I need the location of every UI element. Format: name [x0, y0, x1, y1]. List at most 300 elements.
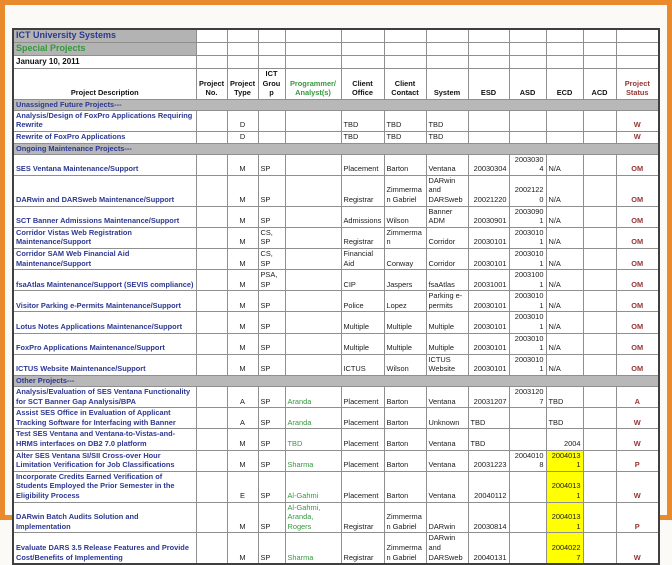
column-header-type: Project Type: [227, 69, 258, 100]
cell-esd: 20030101: [468, 354, 509, 375]
cell-ecd: N/A: [546, 175, 583, 206]
empty-cell: [616, 56, 659, 69]
cell-group: PSA, SP: [258, 270, 285, 291]
column-header-status: Project Status: [616, 69, 659, 100]
cell-status: P: [616, 502, 659, 533]
cell-description: Analysis/Evaluation of SES Ventana Functionality for SCT Banner Gap Analysis/BPA: [13, 387, 196, 408]
cell-no: [196, 471, 227, 502]
cell-status: W: [616, 533, 659, 564]
cell-programmer: Aranda: [285, 387, 341, 408]
cell-esd: 20021220: [468, 175, 509, 206]
cell-asd: 20030101: [509, 248, 546, 269]
cell-group: SP: [258, 387, 285, 408]
cell-asd: [509, 533, 546, 564]
cell-type: D: [227, 110, 258, 131]
section-row: [13, 99, 659, 110]
cell-type: M: [227, 354, 258, 375]
cell-contact: Jaspers: [384, 270, 426, 291]
cell-description: Lotus Notes Applications Maintenance/Support: [13, 312, 196, 333]
cell-system: Corridor: [426, 248, 468, 269]
cell-asd: [509, 110, 546, 131]
cell-type: M: [227, 154, 258, 175]
cell-no: [196, 154, 227, 175]
cell-system: Parking e-permits: [426, 291, 468, 312]
cell-contact: Zimmerman: [384, 227, 426, 248]
cell-programmer: Sharma: [285, 533, 341, 564]
empty-cell: [341, 43, 384, 56]
cell-no: [196, 387, 227, 408]
cell-ecd: N/A: [546, 227, 583, 248]
empty-cell: [258, 29, 285, 43]
cell-esd: 20030101: [468, 248, 509, 269]
cell-programmer: [285, 154, 341, 175]
cell-no: [196, 110, 227, 131]
cell-group: SP: [258, 471, 285, 502]
cell-group: CS, SP: [258, 248, 285, 269]
cell-office: Financial Aid: [341, 248, 384, 269]
empty-cell: [426, 56, 468, 69]
cell-programmer: [285, 270, 341, 291]
cell-group: [258, 131, 285, 143]
cell-ecd: N/A: [546, 154, 583, 175]
cell-office: Placement: [341, 429, 384, 450]
cell-no: [196, 175, 227, 206]
cell-programmer: [285, 206, 341, 227]
column-header-esd: ESD: [468, 69, 509, 100]
column-header-no: Project No.: [196, 69, 227, 100]
cell-asd: 20030101: [509, 291, 546, 312]
cell-acd: [583, 270, 616, 291]
empty-cell: [546, 29, 583, 43]
empty-cell: [426, 43, 468, 56]
cell-group: [258, 110, 285, 131]
cell-ecd: [546, 131, 583, 143]
cell-acd: [583, 110, 616, 131]
cell-group: SP: [258, 429, 285, 450]
cell-asd: [509, 471, 546, 502]
cell-asd: 20030901: [509, 206, 546, 227]
cell-contact: Barton: [384, 387, 426, 408]
cell-ecd: N/A: [546, 312, 583, 333]
cell-no: [196, 354, 227, 375]
date-row: [13, 56, 659, 69]
cell-system: TBD: [426, 110, 468, 131]
title-row: [13, 29, 659, 43]
cell-description: fsaAtlas Maintenance/Support (SEVIS compliance): [13, 270, 196, 291]
empty-cell: [616, 43, 659, 56]
cell-acd: [583, 206, 616, 227]
cell-acd: [583, 502, 616, 533]
cell-group: SP: [258, 206, 285, 227]
empty-cell: [258, 43, 285, 56]
cell-ecd: N/A: [546, 333, 583, 354]
cell-acd: [583, 450, 616, 471]
project-row: [13, 291, 659, 312]
cell-contact: TBD: [384, 131, 426, 143]
cell-status: OM: [616, 227, 659, 248]
cell-no: [196, 408, 227, 429]
empty-cell: [285, 29, 341, 43]
cell-office: Registrar: [341, 502, 384, 533]
cell-no: [196, 450, 227, 471]
project-row: [13, 206, 659, 227]
empty-cell: [196, 43, 227, 56]
cell-description: Assist SES Office in Evaluation of Applicant Tracking Software for Interfacing with Banner: [13, 408, 196, 429]
empty-cell: [227, 29, 258, 43]
projects-table: [12, 28, 660, 565]
cell-ecd: N/A: [546, 270, 583, 291]
cell-ecd: 20040131: [546, 502, 583, 533]
cell-description: ICTUS Website Maintenance/Support: [13, 354, 196, 375]
column-header-description: Project Description: [13, 69, 196, 100]
empty-cell: [509, 29, 546, 43]
cell-group: CS, SP: [258, 227, 285, 248]
cell-status: W: [616, 131, 659, 143]
cell-system: DARwin and DARSweb: [426, 533, 468, 564]
cell-no: [196, 270, 227, 291]
cell-system: TBD: [426, 131, 468, 143]
cell-esd: 20030101: [468, 333, 509, 354]
cell-asd: 20030101: [509, 333, 546, 354]
cell-contact: Zimmerman Gabriel: [384, 175, 426, 206]
sheet-subtitle: Special Projects: [13, 43, 196, 56]
cell-contact: Lopez: [384, 291, 426, 312]
empty-cell: [583, 29, 616, 43]
cell-acd: [583, 354, 616, 375]
cell-acd: [583, 471, 616, 502]
cell-acd: [583, 291, 616, 312]
project-row: [13, 533, 659, 564]
cell-ecd: N/A: [546, 248, 583, 269]
empty-cell: [285, 43, 341, 56]
cell-status: OM: [616, 312, 659, 333]
cell-system: DARwin: [426, 502, 468, 533]
project-row: [13, 354, 659, 375]
project-row: [13, 110, 659, 131]
cell-esd: 20030814: [468, 502, 509, 533]
empty-cell: [583, 43, 616, 56]
cell-asd: 20030101: [509, 312, 546, 333]
cell-contact: Barton: [384, 408, 426, 429]
report-date: January 10, 2011: [13, 56, 196, 69]
cell-esd: 20030901: [468, 206, 509, 227]
cell-esd: 20030101: [468, 312, 509, 333]
project-row: [13, 270, 659, 291]
cell-esd: 20040131: [468, 533, 509, 564]
project-row: [13, 387, 659, 408]
cell-status: OM: [616, 270, 659, 291]
column-header-ecd: ECD: [546, 69, 583, 100]
cell-system: Multiple: [426, 312, 468, 333]
cell-description: Analysis/Design of FoxPro Applications Requiring Rewrite: [13, 110, 196, 131]
project-row: [13, 333, 659, 354]
cell-description: Rewrite of FoxPro Applications: [13, 131, 196, 143]
cell-type: M: [227, 429, 258, 450]
cell-programmer: [285, 312, 341, 333]
empty-cell: [341, 56, 384, 69]
cell-asd: [509, 502, 546, 533]
empty-cell: [468, 43, 509, 56]
cell-ecd: N/A: [546, 354, 583, 375]
cell-programmer: [285, 333, 341, 354]
empty-cell: [468, 29, 509, 43]
cell-office: ICTUS: [341, 354, 384, 375]
cell-description: DARwin Batch Audits Solution and Implementation: [13, 502, 196, 533]
cell-status: W: [616, 408, 659, 429]
cell-office: Placement: [341, 450, 384, 471]
empty-cell: [468, 56, 509, 69]
cell-type: M: [227, 175, 258, 206]
cell-contact: Barton: [384, 471, 426, 502]
cell-programmer: Al-Gahmi: [285, 471, 341, 502]
project-row: [13, 429, 659, 450]
project-row: [13, 175, 659, 206]
empty-cell: [227, 43, 258, 56]
cell-office: Police: [341, 291, 384, 312]
cell-description: Alter SES Ventana SI/SII Cross-over Hour Limitation Verification for Job Classifications: [13, 450, 196, 471]
cell-no: [196, 131, 227, 143]
cell-group: SP: [258, 408, 285, 429]
empty-cell: [227, 56, 258, 69]
cell-office: Registrar: [341, 175, 384, 206]
cell-system: Ventana: [426, 429, 468, 450]
cell-office: Placement: [341, 387, 384, 408]
cell-status: W: [616, 429, 659, 450]
workbook-title: ICT University Systems: [13, 29, 196, 43]
cell-status: OM: [616, 175, 659, 206]
cell-esd: 20030101: [468, 227, 509, 248]
cell-description: Test SES Ventana and Ventana-to-Vistas-and-HRMS interfaces on DB2 7.0 platform: [13, 429, 196, 450]
cell-office: CIP: [341, 270, 384, 291]
cell-ecd: 20040227: [546, 533, 583, 564]
cell-no: [196, 312, 227, 333]
column-header-programmer: Programmer/ Analyst(s): [285, 69, 341, 100]
cell-system: Ventana: [426, 450, 468, 471]
project-row: [13, 450, 659, 471]
column-header-asd: ASD: [509, 69, 546, 100]
project-row: [13, 227, 659, 248]
cell-acd: [583, 408, 616, 429]
subtitle-row: [13, 43, 659, 56]
project-row: [13, 312, 659, 333]
cell-asd: 20040108: [509, 450, 546, 471]
cell-type: E: [227, 471, 258, 502]
cell-contact: Barton: [384, 154, 426, 175]
cell-programmer: [285, 354, 341, 375]
cell-contact: Zimmerman Gabriel: [384, 533, 426, 564]
cell-system: Banner ADM: [426, 206, 468, 227]
cell-no: [196, 502, 227, 533]
cell-programmer: Aranda: [285, 408, 341, 429]
empty-cell: [196, 29, 227, 43]
empty-cell: [509, 56, 546, 69]
cell-ecd: 2004: [546, 429, 583, 450]
cell-esd: 20031223: [468, 450, 509, 471]
cell-description: Evaluate DARS 3.5 Release Features and Provide Cost/Benefits of Implementing: [13, 533, 196, 564]
cell-ecd: 20040131: [546, 450, 583, 471]
cell-acd: [583, 429, 616, 450]
cell-no: [196, 429, 227, 450]
cell-contact: Zimmerman Gabriel: [384, 502, 426, 533]
cell-status: OM: [616, 291, 659, 312]
cell-office: Admissions: [341, 206, 384, 227]
project-row: [13, 131, 659, 143]
cell-office: Registrar: [341, 533, 384, 564]
cell-type: M: [227, 333, 258, 354]
cell-group: SP: [258, 291, 285, 312]
cell-type: M: [227, 533, 258, 564]
cell-contact: Wilson: [384, 206, 426, 227]
cell-programmer: Sharma: [285, 450, 341, 471]
cell-description: DARwin and DARSweb Maintenance/Support: [13, 175, 196, 206]
column-header-group: ICT Group: [258, 69, 285, 100]
section-label: Ongoing Maintenance Projects---: [13, 143, 659, 154]
cell-system: fsaAtlas: [426, 270, 468, 291]
cell-contact: Barton: [384, 429, 426, 450]
column-header-system: System: [426, 69, 468, 100]
cell-status: W: [616, 471, 659, 502]
cell-office: Placement: [341, 154, 384, 175]
cell-acd: [583, 333, 616, 354]
cell-acd: [583, 533, 616, 564]
empty-cell: [616, 29, 659, 43]
spreadsheet: [12, 28, 660, 565]
cell-contact: Conway: [384, 248, 426, 269]
cell-ecd: TBD: [546, 387, 583, 408]
empty-cell: [341, 29, 384, 43]
cell-esd: 20030101: [468, 291, 509, 312]
cell-contact: Barton: [384, 450, 426, 471]
empty-cell: [426, 29, 468, 43]
cell-no: [196, 227, 227, 248]
cell-group: SP: [258, 312, 285, 333]
cell-ecd: TBD: [546, 408, 583, 429]
cell-asd: 20030101: [509, 354, 546, 375]
cell-description: Corridor Vistas Web Registration Maintenance/Support: [13, 227, 196, 248]
cell-programmer: Al-Gahmi, Aranda, Rogers: [285, 502, 341, 533]
cell-status: A: [616, 387, 659, 408]
empty-cell: [546, 43, 583, 56]
cell-esd: TBD: [468, 429, 509, 450]
cell-no: [196, 333, 227, 354]
cell-description: Visitor Parking e-Permits Maintenance/Support: [13, 291, 196, 312]
project-row: [13, 471, 659, 502]
project-row: [13, 154, 659, 175]
cell-ecd: N/A: [546, 206, 583, 227]
section-row: [13, 376, 659, 387]
cell-description: SES Ventana Maintenance/Support: [13, 154, 196, 175]
cell-system: Ventana: [426, 471, 468, 502]
cell-system: Corridor: [426, 227, 468, 248]
project-row: [13, 248, 659, 269]
cell-type: M: [227, 248, 258, 269]
cell-status: P: [616, 450, 659, 471]
cell-programmer: [285, 291, 341, 312]
cell-asd: 20031001: [509, 270, 546, 291]
cell-group: SP: [258, 354, 285, 375]
cell-type: D: [227, 131, 258, 143]
cell-office: Placement: [341, 471, 384, 502]
cell-acd: [583, 387, 616, 408]
cell-system: Ventana: [426, 154, 468, 175]
cell-group: SP: [258, 450, 285, 471]
empty-cell: [583, 56, 616, 69]
cell-esd: 20031207: [468, 387, 509, 408]
cell-asd: [509, 429, 546, 450]
cell-system: Unknown: [426, 408, 468, 429]
cell-acd: [583, 175, 616, 206]
empty-cell: [384, 29, 426, 43]
cell-type: M: [227, 450, 258, 471]
cell-asd: [509, 408, 546, 429]
cell-status: W: [616, 110, 659, 131]
cell-asd: 20031207: [509, 387, 546, 408]
cell-programmer: [285, 248, 341, 269]
cell-programmer: TBD: [285, 429, 341, 450]
cell-status: OM: [616, 354, 659, 375]
cell-contact: TBD: [384, 110, 426, 131]
cell-office: Multiple: [341, 312, 384, 333]
cell-type: M: [227, 312, 258, 333]
cell-ecd: 20040131: [546, 471, 583, 502]
section-label: Other Projects---: [13, 376, 659, 387]
cell-esd: 20030304: [468, 154, 509, 175]
cell-ecd: N/A: [546, 291, 583, 312]
cell-office: Placement: [341, 408, 384, 429]
cell-acd: [583, 154, 616, 175]
cell-asd: 20030101: [509, 227, 546, 248]
cell-group: SP: [258, 154, 285, 175]
cell-no: [196, 533, 227, 564]
cell-type: M: [227, 502, 258, 533]
cell-contact: Wilson: [384, 354, 426, 375]
cell-acd: [583, 131, 616, 143]
cell-type: A: [227, 387, 258, 408]
cell-description: FoxPro Applications Maintenance/Support: [13, 333, 196, 354]
empty-cell: [258, 56, 285, 69]
cell-esd: 20031001: [468, 270, 509, 291]
cell-programmer: [285, 227, 341, 248]
cell-group: SP: [258, 175, 285, 206]
section-label: Unassigned Future Projects---: [13, 99, 659, 110]
cell-contact: Multiple: [384, 333, 426, 354]
cell-group: SP: [258, 333, 285, 354]
project-row: [13, 408, 659, 429]
cell-esd: 20040112: [468, 471, 509, 502]
cell-office: Registrar: [341, 227, 384, 248]
cell-type: M: [227, 291, 258, 312]
cell-group: SP: [258, 502, 285, 533]
cell-programmer: [285, 110, 341, 131]
cell-office: TBD: [341, 131, 384, 143]
cell-asd: [509, 131, 546, 143]
cell-no: [196, 248, 227, 269]
cell-esd: [468, 110, 509, 131]
cell-status: OM: [616, 154, 659, 175]
cell-acd: [583, 312, 616, 333]
cell-description: Corridor SAM Web Financial Aid Maintenance/Support: [13, 248, 196, 269]
empty-cell: [285, 56, 341, 69]
cell-system: Multiple: [426, 333, 468, 354]
cell-asd: 20021220: [509, 175, 546, 206]
cell-no: [196, 206, 227, 227]
cell-type: M: [227, 206, 258, 227]
cell-type: M: [227, 270, 258, 291]
empty-cell: [196, 56, 227, 69]
cell-ecd: [546, 110, 583, 131]
cell-esd: TBD: [468, 408, 509, 429]
cell-no: [196, 291, 227, 312]
